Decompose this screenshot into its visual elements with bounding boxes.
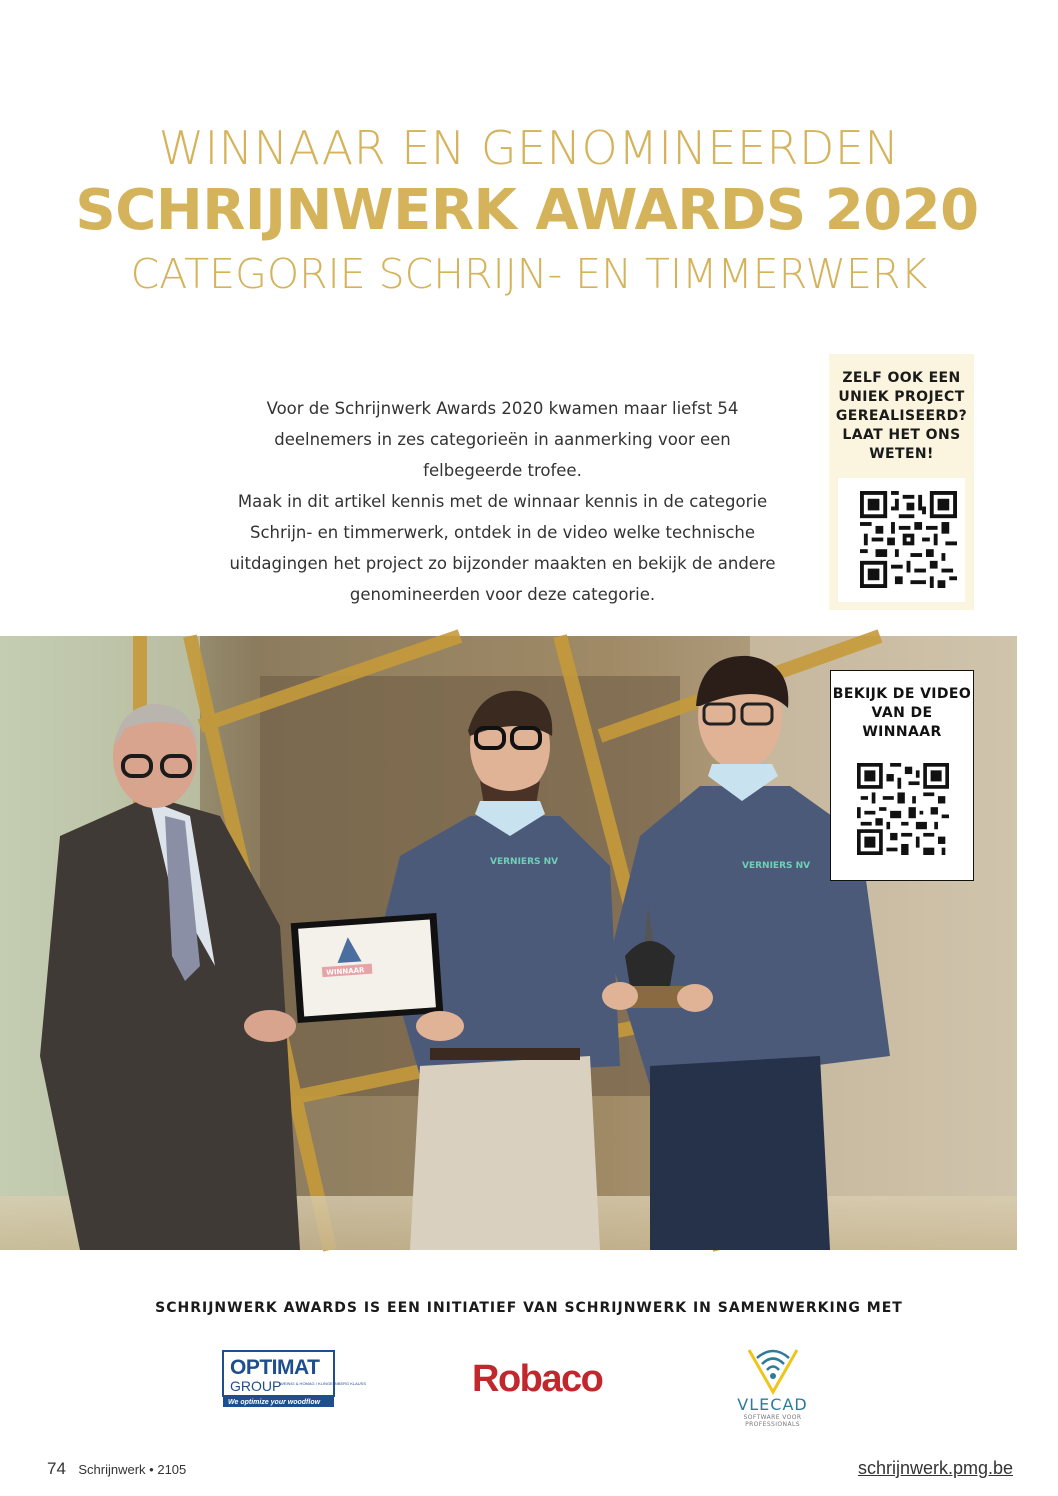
qr-code-icon[interactable]: [857, 763, 949, 855]
submit-project-box: [829, 354, 974, 610]
sweater-logo-1: VERNIERS NV: [490, 857, 559, 867]
qr-code-icon[interactable]: [860, 491, 957, 588]
heading-line-1: WINNAAR EN GENOMINEERDEN: [158, 121, 900, 175]
watch-video-text: BEKIJK DE VIDEO VAN DE WINNAAR: [832, 686, 972, 740]
heading-line-3: CATEGORIE SCHRIJN- EN TIMMERWERK: [130, 250, 928, 298]
optimat-tagline: We optimize your woodflow: [228, 1399, 321, 1406]
submit-project-text: ZELF OOK EEN UNIEK PROJECT GEREALISEERD? LAAT HET ONS WETEN!: [835, 370, 968, 462]
optimat-logo[interactable]: [222, 1350, 367, 1408]
vlecad-logo[interactable]: [725, 1340, 820, 1426]
intro-paragraph-1: Voor de Schrijnwerk Awards 2020 kwamen maar liefst 54 deelnemers in zes categorieën in aanmerking voor een felbegeerde trofee.: [266, 399, 739, 480]
initiative-statement: SCHRIJNWERK AWARDS IS EEN INITIATIEF VAN SCHRIJNWERK IN SAMENWERKING MET: [155, 1300, 903, 1316]
sweater-logo-2: VERNIERS NV: [742, 861, 811, 871]
publication-issue: Schrijnwerk • 2105: [78, 1462, 187, 1477]
optimat-sub: WEINIG & HOMAG / KLINGELNBERG KLAUSS: [280, 1381, 367, 1386]
optimat-name: OPTIMAT: [230, 1356, 320, 1379]
page-number: 74: [47, 1459, 66, 1478]
article-heading: [0, 118, 1058, 304]
intro-text: [225, 393, 780, 610]
watch-video-box: [830, 670, 974, 881]
certificate-badge: WINNAAR: [325, 966, 365, 977]
website-link[interactable]: schrijnwerk.pmg.be: [857, 1458, 1013, 1478]
heading-line-2: SCHRIJNWERK AWARDS 2020: [75, 178, 979, 243]
qr-code-frame: [838, 478, 965, 602]
vlecad-tagline: SOFTWARE VOOR PROFESSIONALS: [743, 1414, 802, 1428]
page-footer: [47, 1459, 186, 1479]
vlecad-mark-icon: [743, 1340, 803, 1394]
vlecad-name: VLECAD: [737, 1395, 808, 1414]
intro-paragraph-2: Maak in dit artikel kennis met de winnaar kennis in de categorie Schrijn- en timmerwerk, ontdek in de video welke technische uitdagingen het project zo bijzonder maakten en bekijk de andere genomineerden voor deze categorie.: [229, 492, 776, 604]
optimat-group: GROUP: [230, 1378, 282, 1394]
robaco-logo[interactable]: Robaco: [472, 1358, 603, 1400]
